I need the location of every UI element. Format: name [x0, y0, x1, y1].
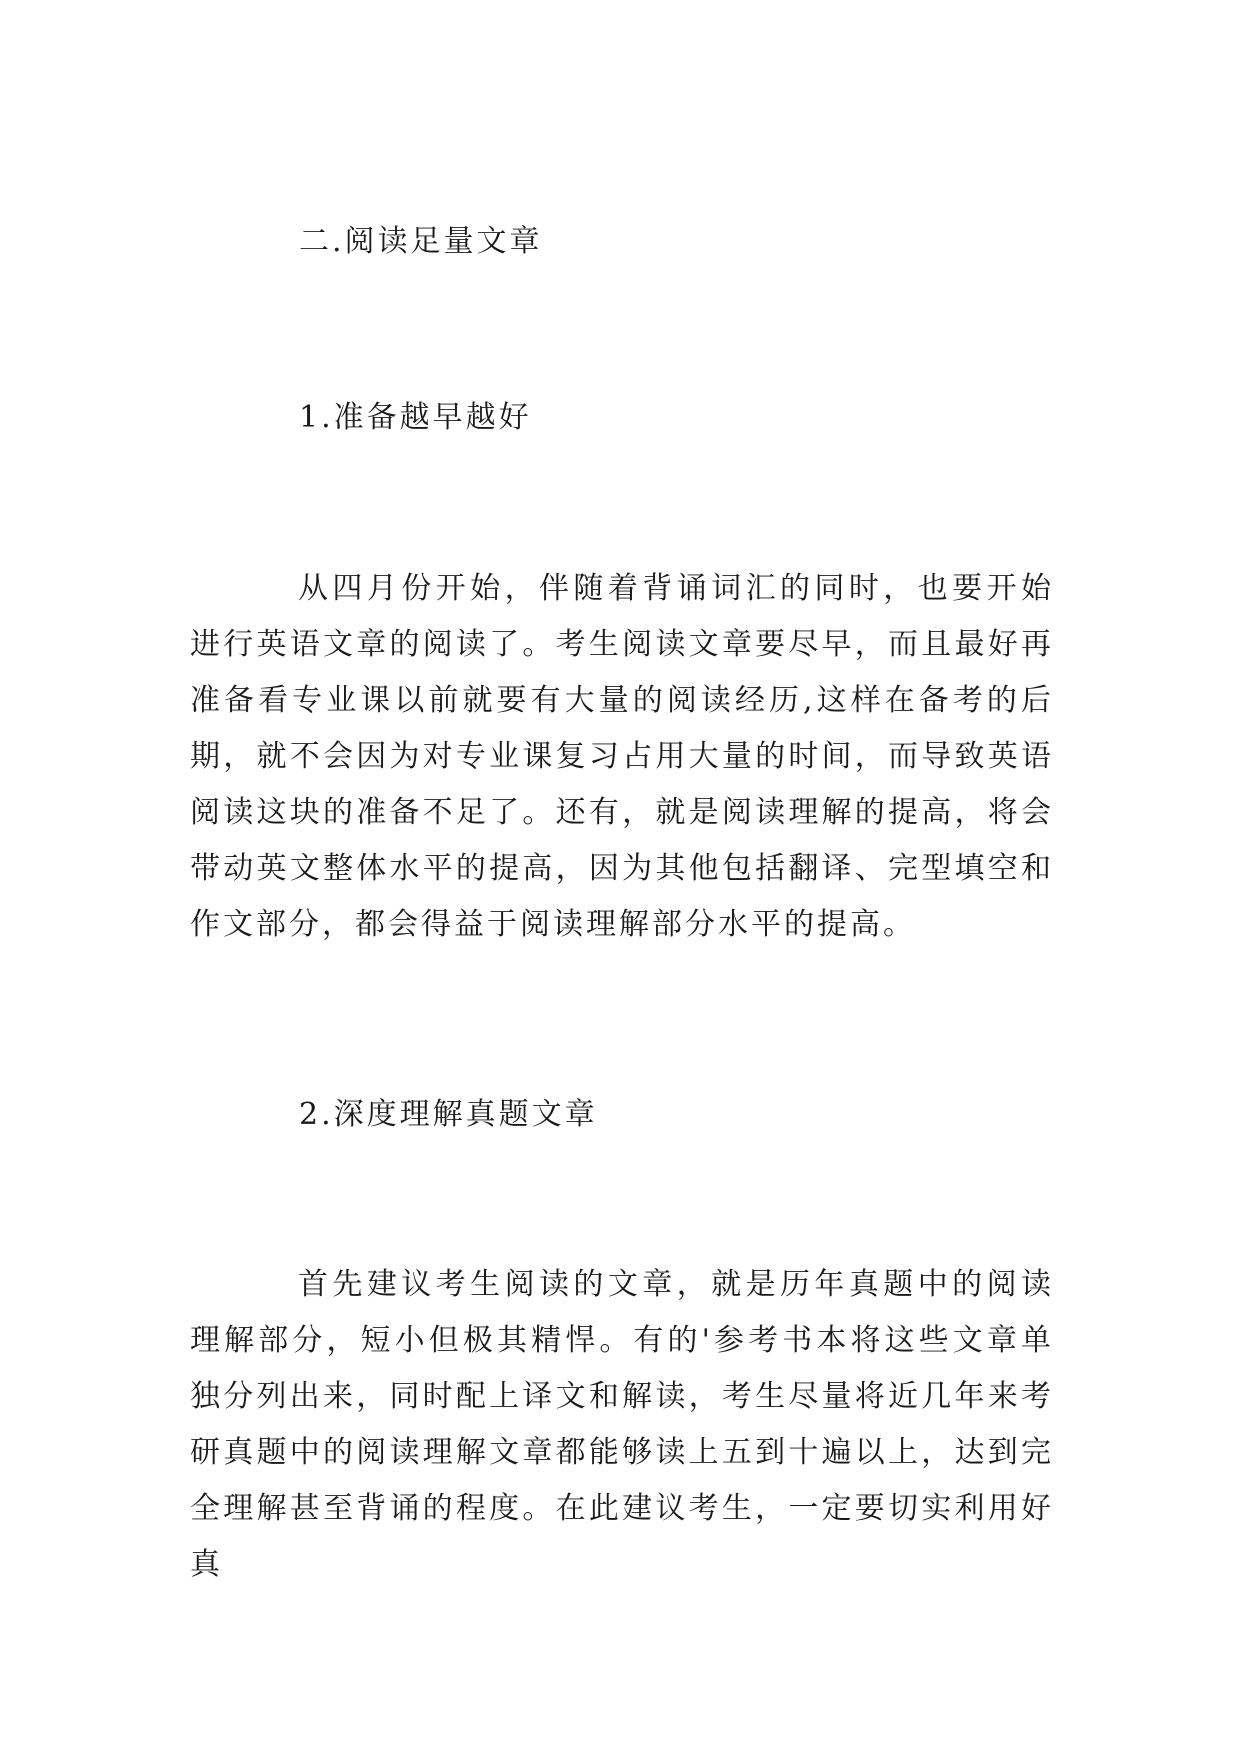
paragraph-understand-real-exam: 首先建议考生阅读的文章，就是历年真题中的阅读理解部分，短小但极其精悍。有的'参考书本将这些文章单独分列出来，同时配上译文和解读，考生尽量将近几年来考研真题中的阅读理解文章都能够读上五到十遍以上，达到完全理解甚至背诵的程度。在此建议考生，一定要切实利用好真: [190, 1267, 1054, 1582]
subheading-prepare-early: 1.准备越早越好: [299, 400, 532, 435]
subheading-understand-real-exam: 2.深度理解真题文章: [299, 1097, 598, 1132]
section-heading-reading: 二.阅读足量文章: [299, 224, 543, 259]
paragraph-prepare-early: 从四月份开始，伴随着背诵词汇的同时，也要开始进行英语文章的阅读了。考生阅读文章要尽早，而且最好再准备看专业课以前就要有大量的阅读经历,这样在备考的后期，就不会因为对专业课复习占用大量的时间，而导致英语阅读这块的准备不足了。还有，就是阅读理解的提高，将会带动英文整体水平的提高，因为其他包括翻译、完型填空和作文部分，都会得益于阅读理解部分水平的提高。: [190, 571, 1054, 942]
